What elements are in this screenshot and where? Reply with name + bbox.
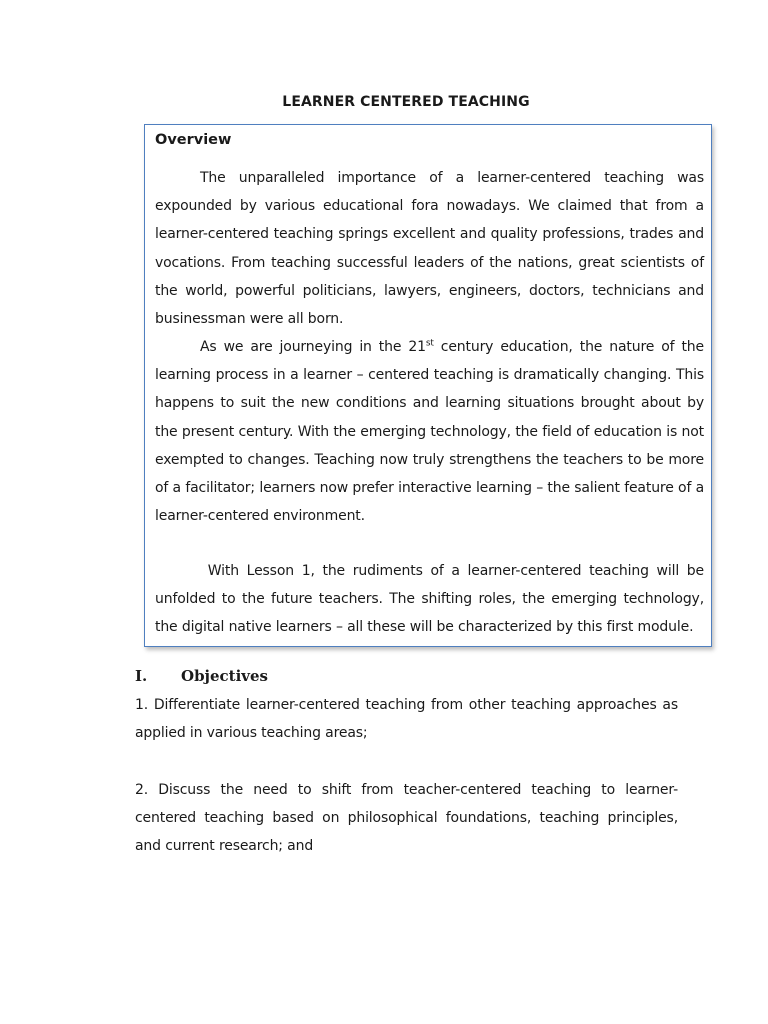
overview-paragraph-1 [155,164,704,333]
overview-paragraph-2-text-end: century education, the nature of the learning process in a learner – centered teaching is dramatically changing. This happens to suit the new conditions and learning situations brought about by the present century. With the emerging technology, the field of education is not exempted to changes. Teaching now truly strengthens the teachers to be more of a facilitator; learners now prefer interactive learning – the salient feature of a learner-centered environment. [155,339,704,525]
overview-paragraph-1-text: The unparalleled importance of a learner-centered teaching was expounded by various educational fora nowadays. We claimed that from a learner-centered teaching springs excellent and quality professions, trades and vocations. From teaching successful leaders of the nations, great scientists of the world, powerful politicians, lawyers, engineers, doctors, technicians and businessman were all born. [155,170,704,328]
section-number: I. [135,667,148,685]
ordinal-superscript: st [425,338,434,349]
section-title: Objectives [181,667,268,685]
overview-paragraph-2-text-start: As we are journeying in the 21 [200,339,426,355]
objective-item-1: 1. Differentiate learner-centered teaching from other teaching approaches as applied in various teaching areas; [135,697,678,742]
document-title: LEARNER CENTERED TEACHING [282,94,530,110]
overview-paragraph-2 [155,333,704,530]
overview-box [144,124,712,647]
overview-paragraph-3-text: With Lesson 1, the rudiments of a learner-centered teaching will be unfolded to the future teachers. The shifting roles, the emerging technology, the digital native learners – all these will be characterized by this first module. [155,563,704,636]
overview-paragraph-3 [155,557,704,642]
overview-heading: Overview [155,132,232,148]
objective-item-2: 2. Discuss the need to shift from teacher-centered teaching to learner-centered teaching based on philosophical foundations, teaching principles, and current research; and [135,782,678,855]
